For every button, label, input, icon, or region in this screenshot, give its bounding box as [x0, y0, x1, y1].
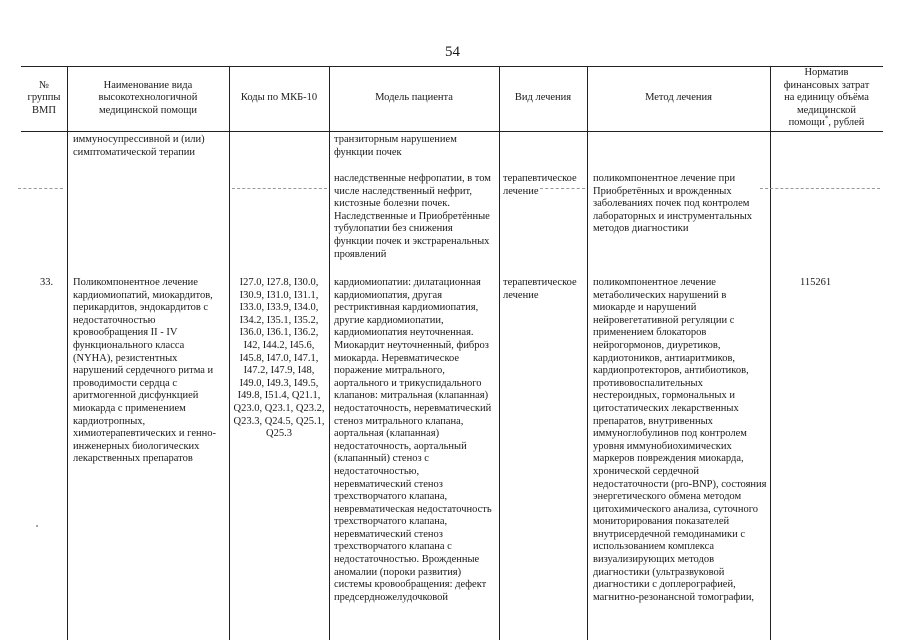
header-cost-unit: , рублей [828, 117, 865, 129]
continuation-name: иммуносупрессивной и (или) симптоматической терапии [73, 134, 205, 158]
nephro-method: поликомпонентное лечение при Приобретённых и врожденных заболеваниях почек под контролем лабораторных и инструментальных методов диагностики [593, 173, 753, 235]
header-bottom-border [21, 131, 883, 132]
row33-model: кардиомиопатии: дилатационная кардиомиопатия, другая рестриктивная кардиомиопатия, другие кардиомиопатии, кардиомиопатия неуточненная. Миокардит неуточненный, фиброз миокарда. Неревматическое поражение митрального, аортального и трикуспидального клапанов: митральная (клапанная) недостаточность, неревматический стеноз митрального клапана, аортальная (клапанная) недостаточность, аортальный (клапанный) стеноз с недостаточностью, неревматический стеноз трехстворчатого клапана, невревматическая недостаточность трехстворчатого клапана, неревматический стеноз трехстворчатого клапана с недостаточностью. Врожденные аномалии (пороки развития) системы кровообращения: дефект предсердножелудочковой [334, 277, 492, 603]
row33-name: Поликомпонентное лечение кардиомиопатий, миокардитов, перикардитов, эндокардитов с недостаточностью кровообращения II - IV функционального класса (NYHA), резистентных нарушений сердечного ритма и проводимости сердца с аритмогенной дисфункцией миокарда с применением кардиотропных, химиотерапевтических и генно- инженерных биологических лекарственных препаратов [73, 277, 216, 465]
header-cost [770, 66, 883, 131]
continuation-model: транзиторным нарушением функции почек [334, 134, 457, 158]
page-number: 54 [445, 44, 460, 60]
header-type: Вид лечения [514, 92, 572, 104]
header-method: Метод лечения [645, 92, 712, 104]
column-divider [329, 66, 330, 640]
scan-artifact [760, 188, 880, 189]
header-codes: Коды по МКБ-10 [240, 92, 318, 104]
header-name: Наименование вида высокотехнологичной медицинской помощи [98, 79, 198, 116]
row33-cost: 115261 [800, 277, 832, 288]
column-divider [67, 66, 68, 640]
row33-method: поликомпонентное лечение метаболических нарушений в миокарде и нарушений нейровегетативной регуляции с применением блокаторов нейрогормонов, диуретиков, кардиотоников, антиаритмиков, кардиопротекторов, антибиотиков, противовоспалительных нестероидных, гормональных и цитостатических лекарственных препаратов, внутривенных иммуноглобулинов под контролем уровня иммунобиохимических маркеров повреждения миокарда, хронической сердечной недостаточности (pro-BNP), состояния энергетического обмена методом цитохимического анализа, суточного мониторирования показателей внутрисердечной гемодинамики с использованием комплекса визуализирующих методов диагностики (ультразвуковой диагностики с доплерографией, магнитно-резонансной томографии, [593, 277, 767, 603]
row33-group: 33. [40, 277, 54, 288]
header-cost-text: Норматив финансовых затрат на единицу объёма медицинской помощи [783, 67, 870, 129]
header-group: № группы ВМП [27, 79, 61, 116]
header-cost-footnote: * [824, 114, 829, 123]
nephro-model: наследственные нефропатии, в том числе наследственный нефрит, кистозные болезни почек. Наследственные и Приобретённые тубулопатии без снижения функции почек и экстраренальных проявлений [334, 173, 491, 260]
scan-artifact [36, 525, 38, 527]
row33-type: терапевтическое лечение [503, 277, 577, 301]
scan-artifact [18, 188, 63, 189]
nephro-type: терапевтическое лечение [503, 173, 577, 197]
header-model: Модель пациента [375, 92, 453, 104]
column-divider [587, 66, 588, 640]
scan-artifact [232, 188, 327, 189]
column-divider [770, 66, 771, 640]
row33-codes: I27.0, I27.8, I30.0, I30.9, I31.0, I31.1, I33.0, I33.9, I34.0, I34.2, I35.1, I35.2, I36.0, I36.1, I36.2, I42, I44.2, I45.6, I45.8, I47.0, I47.1, I47.2, I47.9, I48, I49.0, I49.3, I49.5, I49.8, I51.4, Q21.1, Q23.0, Q23.1, Q23.2, Q23.3, Q24.5, Q25.1, Q25.3 [233, 277, 325, 440]
